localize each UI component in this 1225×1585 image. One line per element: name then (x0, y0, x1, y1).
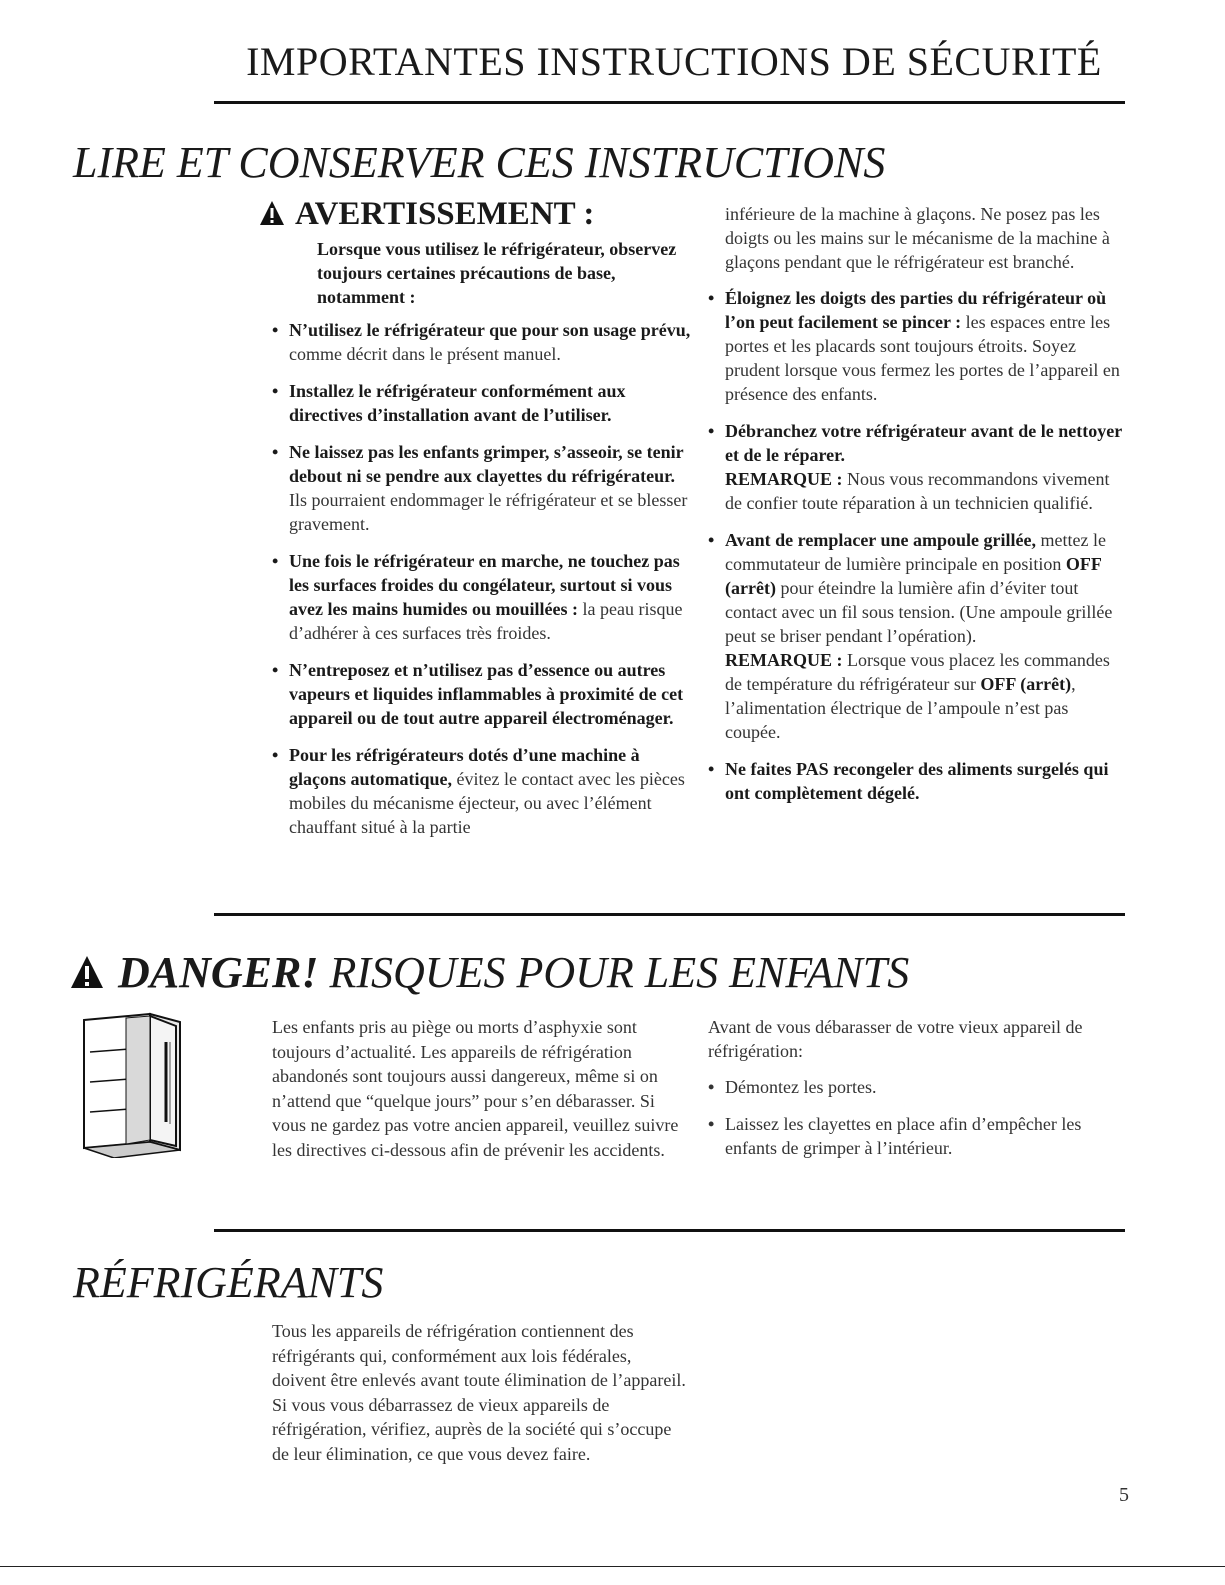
danger-title: RISQUES POUR LES ENFANTS (329, 948, 910, 997)
list-item: • Pour les réfrigérateurs dotés d’une machine à glaçons automatique, évitez le contact avec les pièces mobiles du mécanisme éjecteur, ou avec l’élément chauffant situé à la partie (272, 743, 692, 839)
list-item: • Ne laissez pas les enfants grimper, s’asseoir, se tenir debout ni se pendre aux clayettes du réfrigérateur. Ils pourraient endommager le réfrigérateur et se blesser gravement. (272, 440, 692, 536)
danger-right-intro: Avant de vous débarasser de votre vieux appareil de réfrigération: (708, 1017, 1083, 1061)
list-item: • Laissez les clayettes en place afin d’empêcher les enfants de grimper à l’intérieur. (708, 1112, 1128, 1160)
list-item: • Avant de remplacer une ampoule grillée, mettez le commutateur de lumière principale en position OFF (arrêt) pour éteindre la lumière afin d’éviter tout contact avec un fil sous tension. (Une ampoule grillée peut se briser pendant l’opération). REMARQUE : Lorsque vous placez les commandes de température du réfrigérateur sur OFF (arrêt), l’alimentation électrique de l’ampoule n’est pas coupée. (708, 528, 1128, 744)
danger-heading (70, 949, 909, 997)
list-item: • Installez le réfrigérateur conformément aux directives d’installation avant de l’utiliser. (272, 379, 692, 427)
section-title-refrigerants: RÉFRIGÉRANTS (73, 1258, 384, 1307)
warning-triangle-icon (70, 955, 104, 989)
page-bottom-border (0, 1566, 1225, 1567)
warning-lead: Lorsque vous utilisez le réfrigérateur, observez toujours certaines précautions de base, notamment : (317, 239, 677, 307)
page-number: 5 (1119, 1484, 1129, 1506)
list-item: • N’entreposez et n’utilisez pas d’essence ou autres vapeurs et liquides inflammables à proximité de cet appareil ou de tout autre appareil électroménager. (272, 658, 692, 730)
refrigerator-icon (80, 1012, 184, 1158)
list-item: • Ne faites PAS recongeler des aliments surgelés qui ont complètement dégelé. (708, 757, 1128, 805)
section-divider (214, 913, 1125, 916)
list-item: • Éloignez les doigts des parties du réfrigérateur où l’on peut facilement se pincer : les espaces entre les portes et les placards sont toujours étroits. Soyez prudent lorsque vous fermez les portes de l’appareil en présence des enfants. (708, 286, 1128, 406)
warning-heading (259, 198, 594, 231)
list-item: • Débranchez votre réfrigérateur avant de le nettoyer et de le réparer. REMARQUE : Nous vous recommandons vivement de confier toute réparation à un technicien qualifié. (708, 419, 1128, 515)
list-continuation: inférieure de la machine à glaçons. Ne posez pas les doigts ou les mains sur le mécanisme de la machine à glaçons pendant que le réfrigérateur est branché. (725, 204, 1110, 272)
section-divider (214, 1229, 1125, 1232)
warning-list-left (272, 318, 692, 852)
refrigerants-text: Tous les appareils de réfrigération contiennent des réfrigérants qui, conformément aux lois fédérales, doivent être enlevés avant toute élimination de l’appareil. Si vous vous débarrassez de vieux appareils de réfrigération, vérifiez, auprès de la société qui s’occupe de leur élimination, ce que vous devez faire. (272, 1321, 686, 1464)
danger-right-column (708, 1015, 1128, 1173)
warning-heading-text: AVERTISSEMENT : (295, 196, 595, 232)
section-title-instructions: LIRE ET CONSERVER CES INSTRUCTIONS (73, 138, 886, 187)
list-item: • Démontez les portes. (708, 1075, 1128, 1099)
page-header-title: IMPORTANTES INSTRUCTIONS DE SÉCURITÉ (246, 39, 1102, 84)
warning-triangle-icon (259, 200, 285, 226)
list-item: • Une fois le réfrigérateur en marche, ne touchez pas les surfaces froides du congélateur, surtout si vous avez les mains humides ou mouillées : la peau risque d’adhérer à ces surfaces très froides. (272, 549, 692, 645)
danger-left-text: Les enfants pris au piège ou morts d’asphyxie sont toujours d’actualité. Les appareils de réfrigération abandonés sont toujours aussi dangereux, même si on n’attend que “quelque jours” pour s’en débarasser. Si vous ne gardez pas votre ancien appareil, veuillez suivre les directives ci-dessous afin de prévenir les accidents. (272, 1017, 679, 1160)
danger-label: DANGER! (118, 948, 319, 997)
list-item: • N’utilisez le réfrigérateur que pour son usage prévu, comme décrit dans le présent manuel. (272, 318, 692, 366)
warning-list-right (708, 202, 1128, 818)
header-divider (214, 101, 1125, 104)
